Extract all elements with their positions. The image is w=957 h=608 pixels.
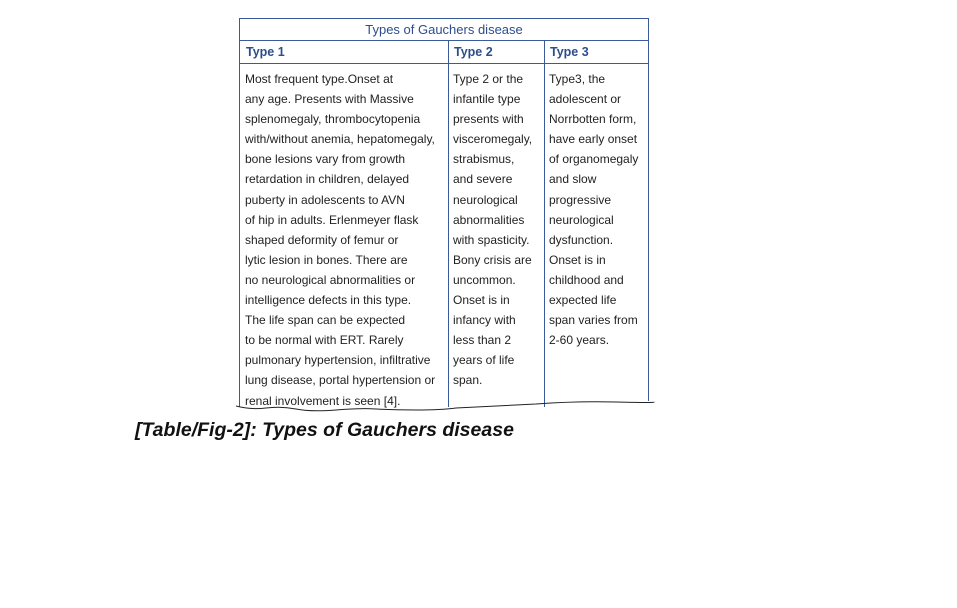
text-line: to be normal with ERT. Rarely (245, 333, 404, 348)
text-line: with/without anemia, hepatomegaly, (245, 132, 435, 147)
type3-description (549, 69, 638, 350)
text-line: of organomegaly (549, 152, 639, 167)
text-line: infancy with (453, 313, 516, 328)
text-line: presents with (453, 112, 524, 127)
text-line: strabismus, (453, 152, 515, 167)
text-line: neurological (549, 212, 614, 227)
text-line: splenomegaly, thrombocytopenia (245, 112, 421, 127)
text-line: puberty in adolescents to AVN (245, 192, 405, 207)
text-line: uncommon. (453, 272, 516, 287)
table-header-row (239, 41, 649, 64)
text-line: of hip in adults. Erlenmeyer flask (245, 212, 419, 227)
header-type1: Type 1 (246, 45, 285, 59)
table-title: Types of Gauchers disease (239, 18, 649, 41)
type1-description (245, 69, 435, 411)
text-line: progressive (549, 192, 612, 207)
torn-edge (236, 396, 656, 416)
text-line: with spasticity. (453, 232, 530, 247)
text-line: infantile type (453, 92, 521, 107)
text-line: expected life (549, 293, 617, 308)
text-line: any age. Presents with Massive (245, 92, 414, 107)
text-line: Type 2 or the (453, 72, 524, 86)
gaucher-table (239, 18, 649, 408)
text-line: Onset is in (453, 293, 510, 308)
header-type2: Type 2 (454, 45, 493, 59)
text-line: no neurological abnormalities or (245, 272, 416, 287)
text-line: and slow (549, 172, 597, 187)
text-line: 2-60 years. (549, 333, 610, 348)
text-line: lung disease, portal hypertension or (245, 373, 436, 388)
table-left-border (239, 41, 240, 407)
text-line: lytic lesion in bones. There are (245, 252, 408, 267)
figure-caption: [Table/Fig-2]: Types of Gauchers disease (135, 419, 514, 441)
text-line: less than 2 (453, 333, 512, 348)
text-line: Most frequent type.Onset at (245, 72, 394, 86)
text-line: visceromegaly, (453, 132, 533, 147)
text-line: have early onset (549, 132, 638, 147)
text-line: retardation in children, delayed (245, 172, 410, 187)
column-divider-2 (544, 41, 545, 407)
text-line: span varies from (549, 313, 638, 328)
text-line: adolescent or (549, 92, 622, 107)
text-line: childhood and (549, 272, 624, 287)
text-line: intelligence defects in this type. (245, 293, 412, 308)
text-line: abnormalities (453, 212, 525, 227)
text-line: years of life (453, 353, 515, 368)
text-line: dysfunction. (549, 232, 614, 247)
table-right-border (648, 18, 649, 401)
column-divider-1 (448, 41, 449, 407)
text-line: and severe (453, 172, 513, 187)
text-line: Onset is in (549, 252, 606, 267)
text-line: Bony crisis are (453, 252, 532, 267)
text-line: bone lesions vary from growth (245, 152, 406, 167)
type2-description (453, 69, 532, 391)
text-line: Type3, the (549, 72, 606, 86)
text-line: renal involvement is seen [4]. (245, 393, 401, 408)
header-type3: Type 3 (550, 45, 589, 59)
text-line: neurological (453, 192, 518, 207)
text-line: span. (453, 373, 483, 388)
text-line: pulmonary hypertension, infiltrative (245, 353, 431, 368)
text-line: The life span can be expected (245, 313, 406, 328)
text-line: shaped deformity of femur or (245, 232, 399, 247)
text-line: Norrbotten form, (549, 112, 637, 127)
